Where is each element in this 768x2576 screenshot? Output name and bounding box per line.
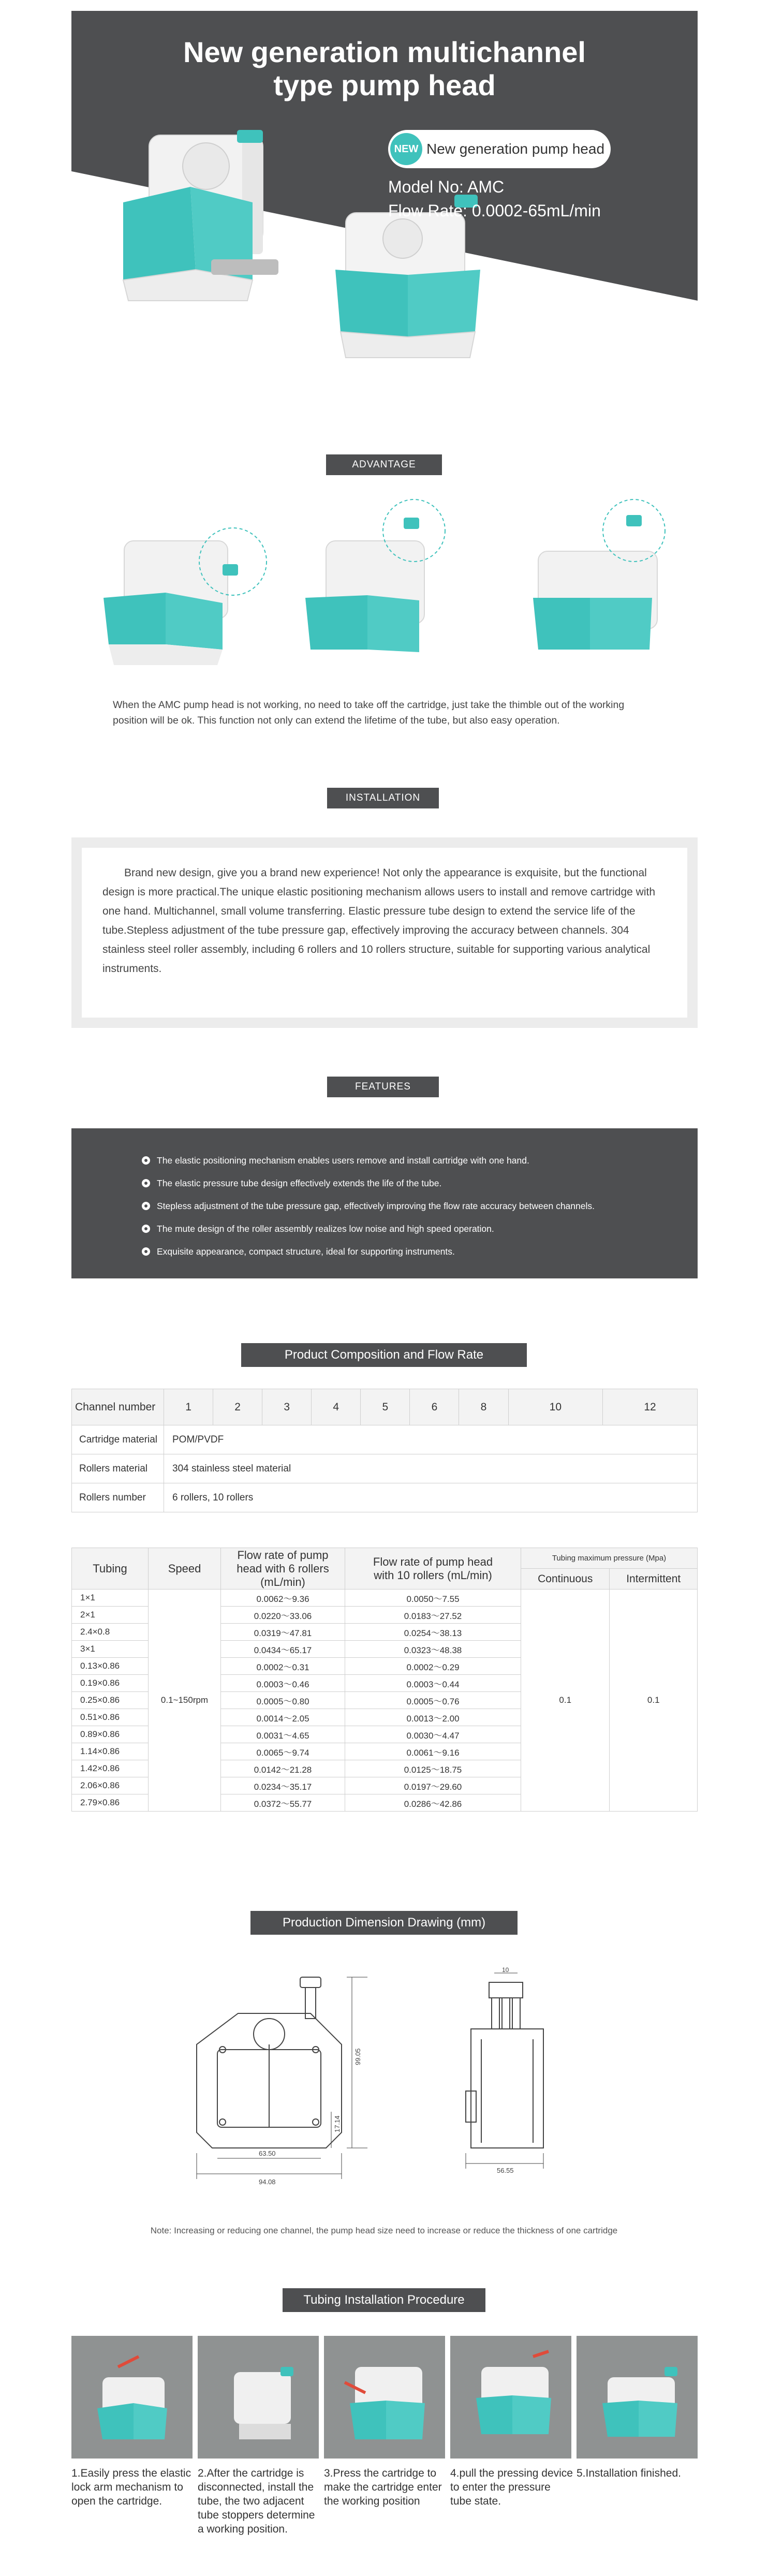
flow-10rollers-cell: 0.0286～42.86 (345, 1794, 521, 1812)
hero-title (71, 36, 698, 102)
table-row (72, 1425, 698, 1454)
flow-10rollers-cell: 0.0003～0.44 (345, 1675, 521, 1692)
tubing-cell: 2.06×0.86 (72, 1777, 149, 1794)
bullet-icon (141, 1247, 151, 1256)
step-text-4: 4.pull the pressing device to enter the pressure tube state. (450, 2467, 573, 2507)
hero-title-line-1: New generation multichannel (183, 36, 586, 68)
table-row (72, 1589, 698, 1607)
features-list (141, 1149, 595, 1263)
new-badge (388, 130, 611, 168)
channel-cell: 4 (312, 1389, 361, 1425)
flow-6rollers-cell: 0.0142～21.28 (221, 1760, 345, 1777)
step-text-3: 3.Press the cartridge to make the cartridge enter the working position (324, 2467, 442, 2507)
step-text-1: 1.Easily press the elastic lock arm mechanism to open the cartridge. (71, 2467, 191, 2507)
feature-text: The elastic positioning mechanism enables users remove and install cartridge with one hand. (157, 1155, 529, 1166)
dim-top: 10 (502, 1967, 509, 1974)
col-10rollers: Flow rate of pump head with 10 rollers (mL/min) (345, 1548, 521, 1589)
advantage-tag: ADVANTAGE (326, 454, 442, 475)
dim-inner-width: 63.50 (259, 2150, 276, 2157)
step-text-2: 2.After the cartridge is disconnected, install the tube, the two adjacent tube stoppers determine a working position. (198, 2467, 315, 2535)
flow-10rollers-cell: 0.0323～48.38 (345, 1641, 521, 1658)
features-tag: FEATURES (327, 1077, 439, 1097)
flow-6rollers-cell: 0.0234～35.17 (221, 1777, 345, 1794)
row-value: POM/PVDF (164, 1425, 698, 1454)
table-row (72, 1483, 698, 1512)
step-image-5 (577, 2336, 698, 2459)
dimension-note: Note: Increasing or reducing one channel, the pump head size need to increase or reduce the thickness of one cartridge (150, 2226, 618, 2235)
new-badge-text: New generation pump head (426, 141, 605, 157)
installation-box (71, 837, 698, 1028)
front-view-drawing (197, 1977, 342, 2148)
intermittent-cell: 0.1 (610, 1589, 698, 1812)
features-box (71, 1128, 698, 1278)
tubing-cell: 0.13×0.86 (72, 1658, 149, 1675)
channel-cell: 5 (361, 1389, 410, 1425)
col-tubing: Tubing (72, 1548, 149, 1589)
tubing-cell: 1.42×0.86 (72, 1760, 149, 1777)
bullet-icon (141, 1179, 151, 1188)
row-label: Cartridge material (72, 1425, 164, 1454)
channel-cell: 6 (410, 1389, 459, 1425)
flow-10rollers-cell: 0.0050～7.55 (345, 1589, 521, 1607)
composition-table (71, 1389, 698, 1512)
flow-6rollers-cell: 0.0220～33.06 (221, 1607, 345, 1624)
channel-cell: 1 (164, 1389, 213, 1425)
feature-text: Exquisite appearance, compact structure, ideal for supporting instruments. (157, 1246, 455, 1257)
step-image-3 (324, 2336, 445, 2459)
flow-6rollers-cell: 0.0434～65.17 (221, 1641, 345, 1658)
dimension-tag: Production Dimension Drawing (mm) (250, 1911, 518, 1935)
dim-width: 94.08 (259, 2178, 276, 2186)
flow-6rollers-cell: 0.0372～55.77 (221, 1794, 345, 1812)
flow-6rollers-cell: 0.0014～2.05 (221, 1709, 345, 1726)
step-image-2 (198, 2336, 319, 2459)
hero-title-line-2: type pump head (273, 69, 496, 101)
advantage-image-2 (305, 499, 445, 652)
feature-text: Stepless adjustment of the tube pressure gap, effectively improving the flow rate accuracy between channels. (157, 1201, 595, 1211)
tubing-cell: 3×1 (72, 1641, 149, 1658)
flow-10rollers-cell: 0.0005～0.76 (345, 1692, 521, 1709)
feature-item (141, 1172, 595, 1195)
channel-label: Channel number (72, 1389, 164, 1425)
table-row (72, 1454, 698, 1483)
advantage-image-3 (533, 499, 665, 650)
channel-cell: 2 (213, 1389, 262, 1425)
step-image-1 (71, 2336, 193, 2459)
row-label: Rollers number (72, 1483, 164, 1512)
flow-10rollers-cell: 0.0197～29.60 (345, 1777, 521, 1794)
step-image-4 (450, 2336, 571, 2459)
channel-cell: 10 (508, 1389, 603, 1425)
col-pressure: Tubing maximum pressure (Mpa) (521, 1548, 698, 1569)
feature-item (141, 1149, 595, 1172)
installation-text: Brand new design, give you a brand new experience! Not only the appearance is exquisite, but the functional design is more practical.The unique elastic positioning mechanism allows users to install and remove cartridge with one hand. Multichannel, small volume transferring. Elastic pressure tube design to extend the service life of the tube.Stepless adjustment of the tube pressure gap, effectively improving the accuracy between channels. 304 stainless steel roller assembly, including 6 rollers and 10 rollers structure, suitable for supporting various analytical instruments. (82, 848, 687, 1018)
dimension-drawing (176, 1967, 600, 2210)
advantage-image-1 (104, 528, 267, 665)
dim-depth: 56.55 (497, 2167, 514, 2174)
flow-10rollers-cell: 0.0125～18.75 (345, 1760, 521, 1777)
side-dimension-lines (466, 1973, 543, 2169)
tubing-cell: 0.89×0.86 (72, 1726, 149, 1743)
flow-6rollers-cell: 0.0031～4.65 (221, 1726, 345, 1743)
dim-side: 17.14 (333, 2115, 341, 2132)
bullet-icon (141, 1224, 151, 1233)
flow-10rollers-cell: 0.0061～9.16 (345, 1743, 521, 1760)
channel-cell: 3 (262, 1389, 312, 1425)
tubing-cell: 0.25×0.86 (72, 1692, 149, 1709)
col-speed: Speed (149, 1548, 221, 1589)
flow-10rollers-cell: 0.0013～2.00 (345, 1709, 521, 1726)
flow-10rollers-cell: 0.0002～0.29 (345, 1658, 521, 1675)
tubing-cell: 0.19×0.86 (72, 1675, 149, 1692)
channel-row (72, 1389, 698, 1425)
flow-6rollers-cell: 0.0002～0.31 (221, 1658, 345, 1675)
tubing-cell: 1.14×0.86 (72, 1743, 149, 1760)
flow-6rollers-cell: 0.0062～9.36 (221, 1589, 345, 1607)
procedure-tag: Tubing Installation Procedure (283, 2288, 485, 2312)
model-number: Model No: AMC (388, 178, 505, 196)
dim-height: 99.05 (354, 2048, 362, 2065)
channel-cell: 12 (603, 1389, 698, 1425)
feature-item (141, 1217, 595, 1240)
flow-10rollers-cell: 0.0183～27.52 (345, 1607, 521, 1624)
flow-6rollers-cell: 0.0005～0.80 (221, 1692, 345, 1709)
feature-text: The mute design of the roller assembly realizes low noise and high speed operation. (157, 1224, 494, 1234)
feature-item (141, 1240, 595, 1263)
tubing-cell: 2.79×0.86 (72, 1794, 149, 1812)
feature-item (141, 1195, 595, 1217)
flow-6rollers-cell: 0.0003～0.46 (221, 1675, 345, 1692)
tubing-cell: 1×1 (72, 1589, 149, 1607)
tubing-cell: 0.51×0.86 (72, 1709, 149, 1726)
speed-cell: 0.1~150rpm (149, 1589, 221, 1812)
advantage-images (93, 494, 693, 681)
col-intermittent: Intermittent (610, 1569, 698, 1589)
new-badge-circle: NEW (390, 133, 422, 165)
tubing-cell: 2×1 (72, 1607, 149, 1624)
channel-cell: 8 (459, 1389, 508, 1425)
flow-rate: Flow Rate: 0.0002-65mL/min (388, 201, 601, 220)
tubing-cell: 2.4×0.8 (72, 1624, 149, 1641)
installation-tag: INSTALLATION (327, 788, 439, 808)
col-6rollers: Flow rate of pump head with 6 rollers (mL/min) (221, 1548, 345, 1589)
row-value: 6 rollers, 10 rollers (164, 1483, 698, 1512)
row-value: 304 stainless steel material (164, 1454, 698, 1483)
col-continuous: Continuous (521, 1569, 610, 1589)
continuous-cell: 0.1 (521, 1589, 610, 1812)
advantage-text: When the AMC pump head is not working, no need to take off the cartridge, just take the thimble out of the working position will be ok. This function not only can extend the lifetime of the tube, but also easy operation. (113, 699, 625, 726)
flow-10rollers-cell: 0.0030～4.47 (345, 1726, 521, 1743)
side-view-drawing (466, 1982, 543, 2148)
hero-banner (71, 11, 698, 404)
bullet-icon (141, 1201, 151, 1211)
flow-table-body (72, 1589, 698, 1812)
feature-text: The elastic pressure tube design effectively extends the life of the tube. (157, 1178, 442, 1188)
flow-10rollers-cell: 0.0254～38.13 (345, 1624, 521, 1641)
flow-6rollers-cell: 0.0319～47.81 (221, 1624, 345, 1641)
flow-6rollers-cell: 0.0065～9.74 (221, 1743, 345, 1760)
procedure-steps (71, 2336, 698, 2535)
bullet-icon (141, 1156, 151, 1165)
step-text-5: 5.Installation finished. (577, 2467, 681, 2479)
flow-rate-table (71, 1548, 698, 1812)
row-label: Rollers material (72, 1454, 164, 1483)
composition-tag: Product Composition and Flow Rate (241, 1343, 527, 1367)
